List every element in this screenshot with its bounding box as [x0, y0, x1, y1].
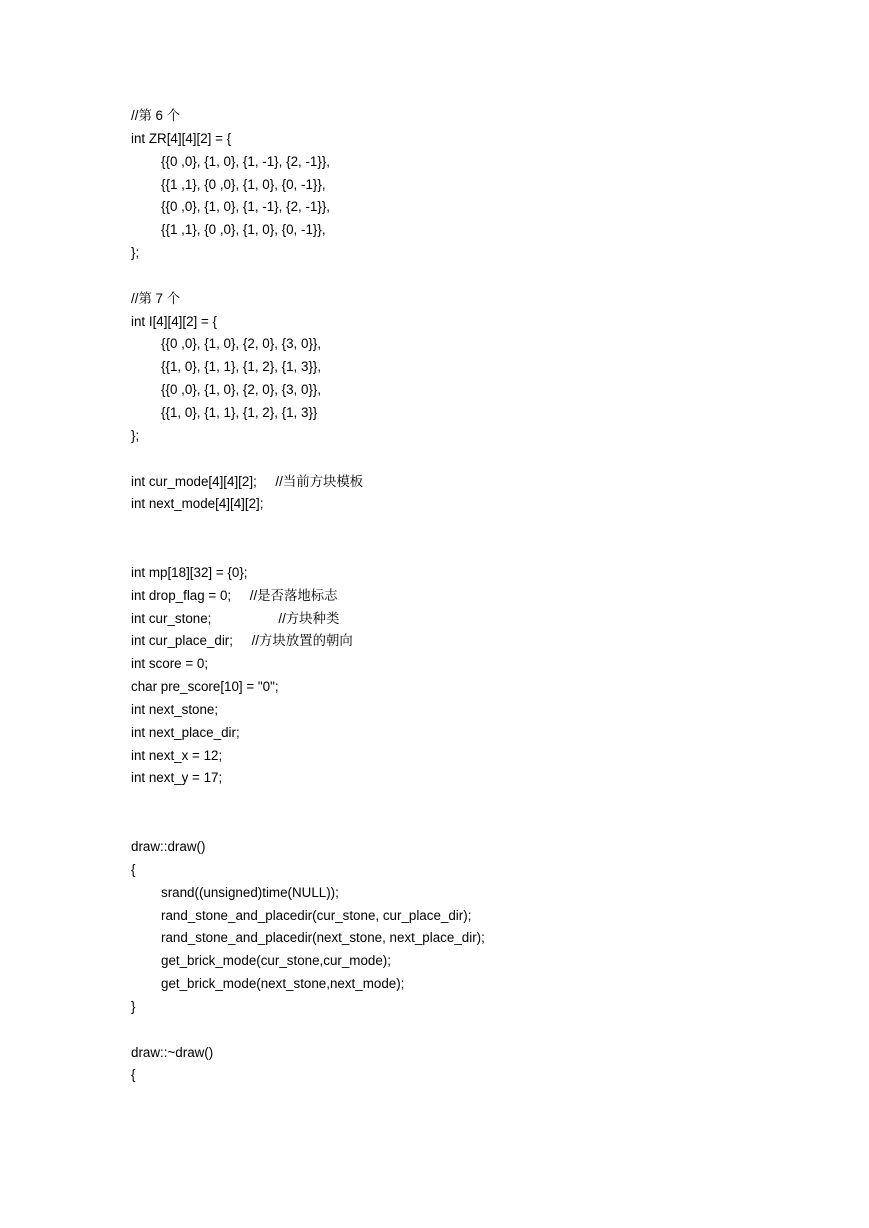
blank-line: [131, 448, 831, 471]
code-line: int cur_place_dir; //方块放置的朝向: [131, 633, 353, 649]
code-line: //第 7 个: [131, 290, 181, 306]
code-line: {{1, 0}, {1, 1}, {1, 2}, {1, 3}},: [161, 359, 322, 375]
code-line: int cur_mode[4][4][2]; //当前方块模板: [131, 473, 364, 489]
code-line: {{0 ,0}, {1, 0}, {2, 0}, {3, 0}},: [161, 382, 322, 398]
blank-line: [131, 539, 831, 562]
code-line: get_brick_mode(next_stone,next_mode);: [161, 976, 405, 992]
code-line: {{1, 0}, {1, 1}, {1, 2}, {1, 3}}: [161, 404, 318, 420]
blank-line: [131, 790, 831, 813]
blank-line: [131, 813, 831, 836]
blank-line: [131, 516, 831, 539]
code-line: char pre_score[10] = "0";: [131, 679, 279, 695]
code-line: int drop_flag = 0; //是否落地标志: [131, 587, 338, 603]
code-line: };: [131, 245, 140, 261]
code-line: {{1 ,1}, {0 ,0}, {1, 0}, {0, -1}},: [161, 222, 326, 238]
blank-line: [131, 265, 831, 288]
code-line: {{1 ,1}, {0 ,0}, {1, 0}, {0, -1}},: [161, 176, 326, 192]
code-line: {{0 ,0}, {1, 0}, {1, -1}, {2, -1}},: [161, 153, 331, 169]
code-line: int next_place_dir;: [131, 724, 240, 740]
code-line: get_brick_mode(cur_stone,cur_mode);: [161, 953, 391, 969]
code-line: };: [131, 427, 140, 443]
code-line: rand_stone_and_placedir(cur_stone, cur_place_dir);: [161, 907, 472, 923]
code-line: int ZR[4][4][2] = {: [131, 130, 232, 146]
code-line: int score = 0;: [131, 656, 209, 672]
code-line: int cur_stone; //方块种类: [131, 610, 340, 626]
code-line: {: [131, 1067, 136, 1083]
code-block: [131, 105, 831, 1087]
code-line: rand_stone_and_placedir(next_stone, next_place_dir);: [161, 930, 485, 946]
blank-line: [131, 1019, 831, 1042]
code-line: {: [131, 861, 136, 877]
code-line: int next_stone;: [131, 701, 219, 717]
code-line: int next_y = 17;: [131, 770, 223, 786]
code-line: int I[4][4][2] = {: [131, 313, 217, 329]
code-line: //第 6 个: [131, 108, 181, 123]
code-line: draw::~draw(): [131, 1044, 214, 1060]
code-line: int mp[18][32] = {0};: [131, 564, 248, 580]
code-line: int next_mode[4][4][2];: [131, 496, 264, 512]
code-line: {{0 ,0}, {1, 0}, {1, -1}, {2, -1}},: [161, 199, 331, 215]
code-line: draw::draw(): [131, 839, 206, 854]
code-line: srand((unsigned)time(NULL));: [161, 884, 339, 900]
code-line: {{0 ,0}, {1, 0}, {2, 0}, {3, 0}},: [161, 336, 322, 352]
code-line: int next_x = 12;: [131, 747, 223, 763]
code-line: }: [131, 998, 136, 1014]
